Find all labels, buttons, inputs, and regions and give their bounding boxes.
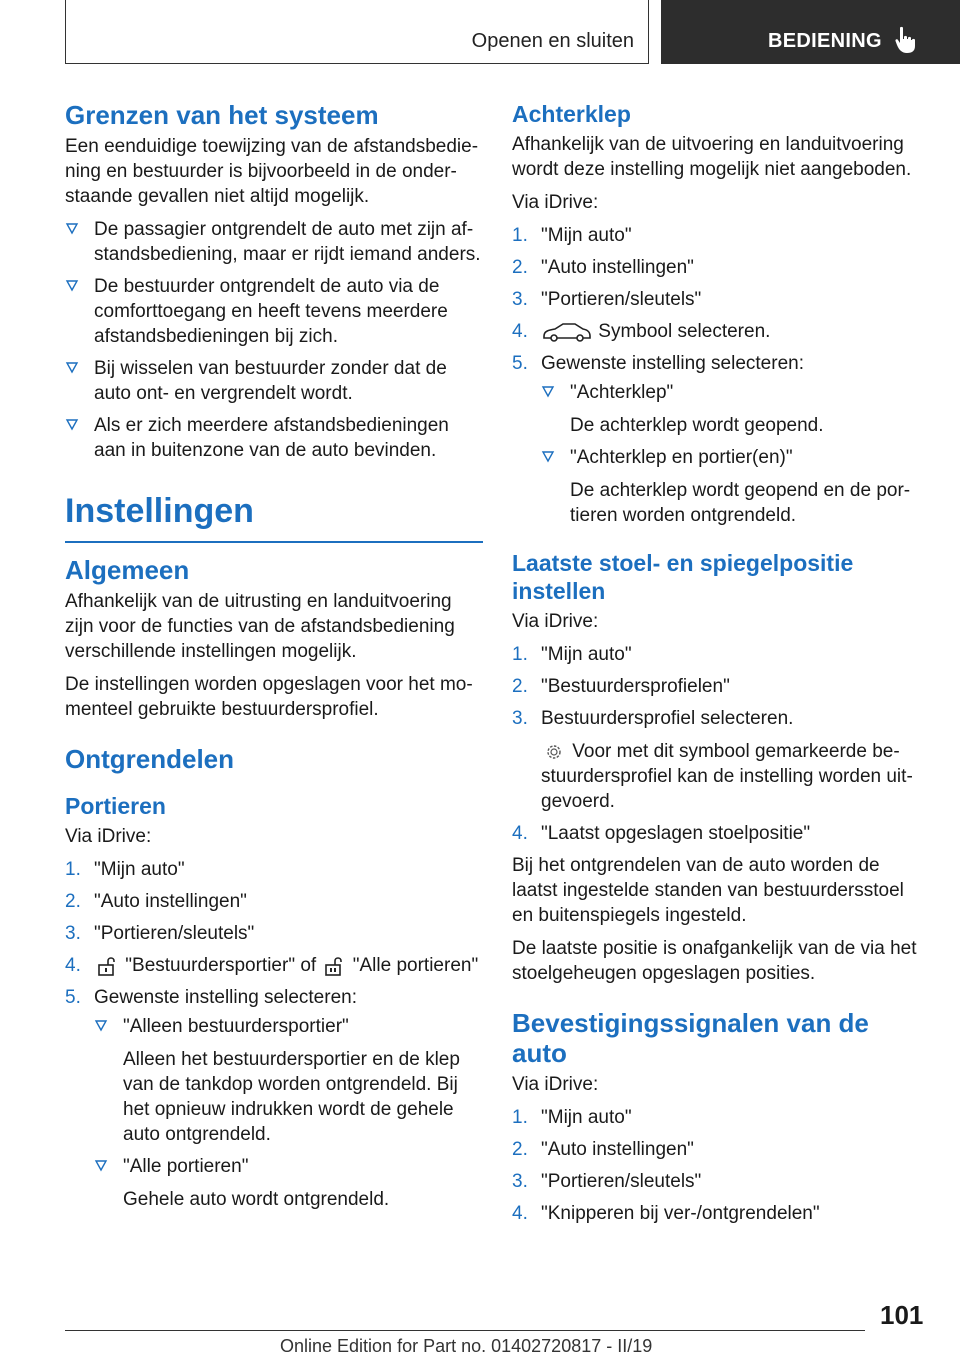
list-item: 4. "Knipperen bij ver-/ontgrendelen" bbox=[512, 1203, 820, 1224]
list-item: De passagier ontgrendelt de auto met zijn afstandsbediening, maar er rijdt iemand anders. bbox=[65, 217, 483, 267]
bevestiging-via: Via iDrive: bbox=[512, 1074, 599, 1095]
laatste-steps bbox=[512, 642, 917, 846]
achterklep-steps bbox=[512, 223, 917, 528]
list-item: 1. "Mijn auto" bbox=[65, 859, 185, 880]
left-column bbox=[65, 100, 483, 1219]
car-tailgate-icon bbox=[541, 321, 593, 343]
list-item: 1. "Mijn auto" bbox=[512, 1107, 632, 1128]
list-item: "Alle portieren" Gehele auto wordt ontgrendeld. bbox=[94, 1154, 483, 1212]
list-item: 1. "Mijn auto" bbox=[512, 644, 632, 665]
list-item: 1. "Mijn auto" bbox=[512, 225, 632, 246]
gear-icon bbox=[541, 741, 567, 763]
page-number: 101 bbox=[880, 1300, 924, 1330]
triangle-bullet-icon bbox=[94, 1018, 108, 1032]
triangle-bullet-icon bbox=[65, 221, 79, 235]
right-column bbox=[512, 100, 917, 1233]
triangle-bullet-icon bbox=[65, 360, 79, 374]
achterklep-via: Via iDrive: bbox=[512, 192, 599, 213]
triangle-bullet-icon bbox=[65, 417, 79, 431]
header-section-title: Openen en sluiten bbox=[471, 30, 634, 52]
laatste-note: Voor met dit symbool gemarkeerde bestuurdersprofiel kan de instelling worden uitgevoerd. bbox=[541, 741, 913, 812]
list-item: 5. Gewenste instelling selecteren: "Achterklep" De achterklep wordt geopend. "Achterklep en portier(en)" De achterklep wordt geopend en de portieren worden ontgrendeld. bbox=[512, 351, 917, 528]
triangle-bullet-icon bbox=[541, 384, 555, 398]
list-item: "Achterklep en portier(en)" De achterklep wordt geopend en de portieren worden ontgrendeld. bbox=[541, 445, 917, 528]
footer-edition: Online Edition for Part no. 01402720817 - II/19 bbox=[280, 1336, 653, 1356]
portieren-steps bbox=[65, 857, 483, 1212]
list-item: 2. "Auto instellingen" bbox=[512, 257, 694, 278]
list-item: 4. "Bestuurdersportier" of "Alle portieren" bbox=[65, 955, 479, 976]
list-item: "Alleen bestuurdersportier" Alleen het bestuurdersportier en de klep van de tankdop worden ontgrendeld. Bij het opnieuw indrukken wordt de gehele auto ontgrendeld. bbox=[94, 1014, 483, 1147]
triangle-bullet-icon bbox=[94, 1158, 108, 1172]
limits-heading: Grenzen van het systeem bbox=[65, 100, 379, 130]
bevestiging-heading: Bevestigingssignalen van de auto bbox=[512, 1008, 869, 1068]
list-item: Bij wisselen van bestuurder zonder dat de auto ont- en vergrendelt wordt. bbox=[65, 356, 483, 406]
list-item: 4. Symbool selecteren. bbox=[512, 321, 771, 342]
header-chapter-title: BEDIENING bbox=[768, 30, 882, 52]
triangle-bullet-icon bbox=[65, 278, 79, 292]
algemeen-p2: De instellingen worden opgeslagen voor het momenteel gebruikte bestuurdersprofiel. bbox=[65, 674, 473, 720]
list-item: 2. "Bestuurdersprofielen" bbox=[512, 676, 730, 697]
algemeen-p1: Afhankelijk van de uitrusting en landuitvoering zijn voor de functies van de afstandsbediening verschillende instellingen mogelijk. bbox=[65, 591, 455, 662]
pointing-hand-icon bbox=[895, 26, 921, 54]
bevestiging-steps bbox=[512, 1105, 917, 1226]
list-item: 3. "Portieren/sleutels" bbox=[65, 923, 255, 944]
portieren-heading: Portieren bbox=[65, 793, 166, 819]
instellingen-heading: Instellingen bbox=[65, 491, 483, 543]
achterklep-heading: Achterklep bbox=[512, 101, 631, 127]
list-item: 4. "Laatst opgeslagen stoelpositie" bbox=[512, 823, 811, 844]
unlock-icon bbox=[94, 955, 120, 977]
header-section-box bbox=[65, 0, 649, 64]
list-item: 2. "Auto instellingen" bbox=[65, 891, 247, 912]
limits-list bbox=[65, 217, 483, 463]
achterklep-options bbox=[541, 380, 917, 528]
laatste-via: Via iDrive: bbox=[512, 611, 599, 632]
laatste-p2: De laatste positie is onafgankelijk van de via het stoelgeheugen opgeslagen posities. bbox=[512, 938, 917, 984]
laatste-p1: Bij het ontgrendelen van de auto worden de laatst ingestelde standen van bestuurdersstoel en buitenspiegels ingesteld. bbox=[512, 855, 904, 926]
footer-divider bbox=[65, 1330, 865, 1331]
algemeen-heading: Algemeen bbox=[65, 555, 190, 585]
limits-intro: Een eenduidige toewijzing van de afstandsbediening en bestuurder is bijvoorbeeld in de onderstaande gevallen niet altijd mogelijk. bbox=[65, 136, 479, 207]
list-item: Als er zich meerdere afstandsbedieningen aan in buitenzone van de auto bevinden. bbox=[65, 413, 483, 463]
achterklep-intro: Afhankelijk van de uitvoering en landuitvoering wordt deze instelling mogelijk niet aangeboden. bbox=[512, 134, 912, 180]
laatste-heading: Laatste stoel- en spiegelpositie instellen bbox=[512, 550, 854, 604]
list-item: 3. Bestuurdersprofiel selecteren. Voor met dit symbool gemarkeerde bestuurdersprofiel kan de instelling worden uitgevoerd. bbox=[512, 706, 917, 814]
triangle-bullet-icon bbox=[541, 449, 555, 463]
list-item: 2. "Auto instellingen" bbox=[512, 1139, 694, 1160]
portieren-options bbox=[94, 1014, 483, 1212]
list-item: "Achterklep" De achterklep wordt geopend. bbox=[541, 380, 917, 438]
portieren-via: Via iDrive: bbox=[65, 826, 152, 847]
list-item: De bestuurder ontgrendelt de auto via de comforttoegang en heeft tevens meerdere afstandsbedieningen bij zich. bbox=[65, 274, 483, 349]
list-item: 3. "Portieren/sleutels" bbox=[512, 1171, 702, 1192]
header-chapter-box bbox=[661, 0, 960, 64]
ontgrendelen-heading: Ontgrendelen bbox=[65, 744, 235, 774]
list-item: 5. Gewenste instelling selecteren: "Alleen bestuurdersportier" Alleen het bestuurdersportier en de klep van de tankdop worden ontgrendeld. Bij het opnieuw indrukken wordt de gehele auto ontgrendeld. "Alle portieren" Gehele auto wordt ontgrendeld. bbox=[65, 985, 483, 1212]
unlock-all-icon bbox=[321, 955, 347, 977]
list-item: 3. "Portieren/sleutels" bbox=[512, 289, 702, 310]
